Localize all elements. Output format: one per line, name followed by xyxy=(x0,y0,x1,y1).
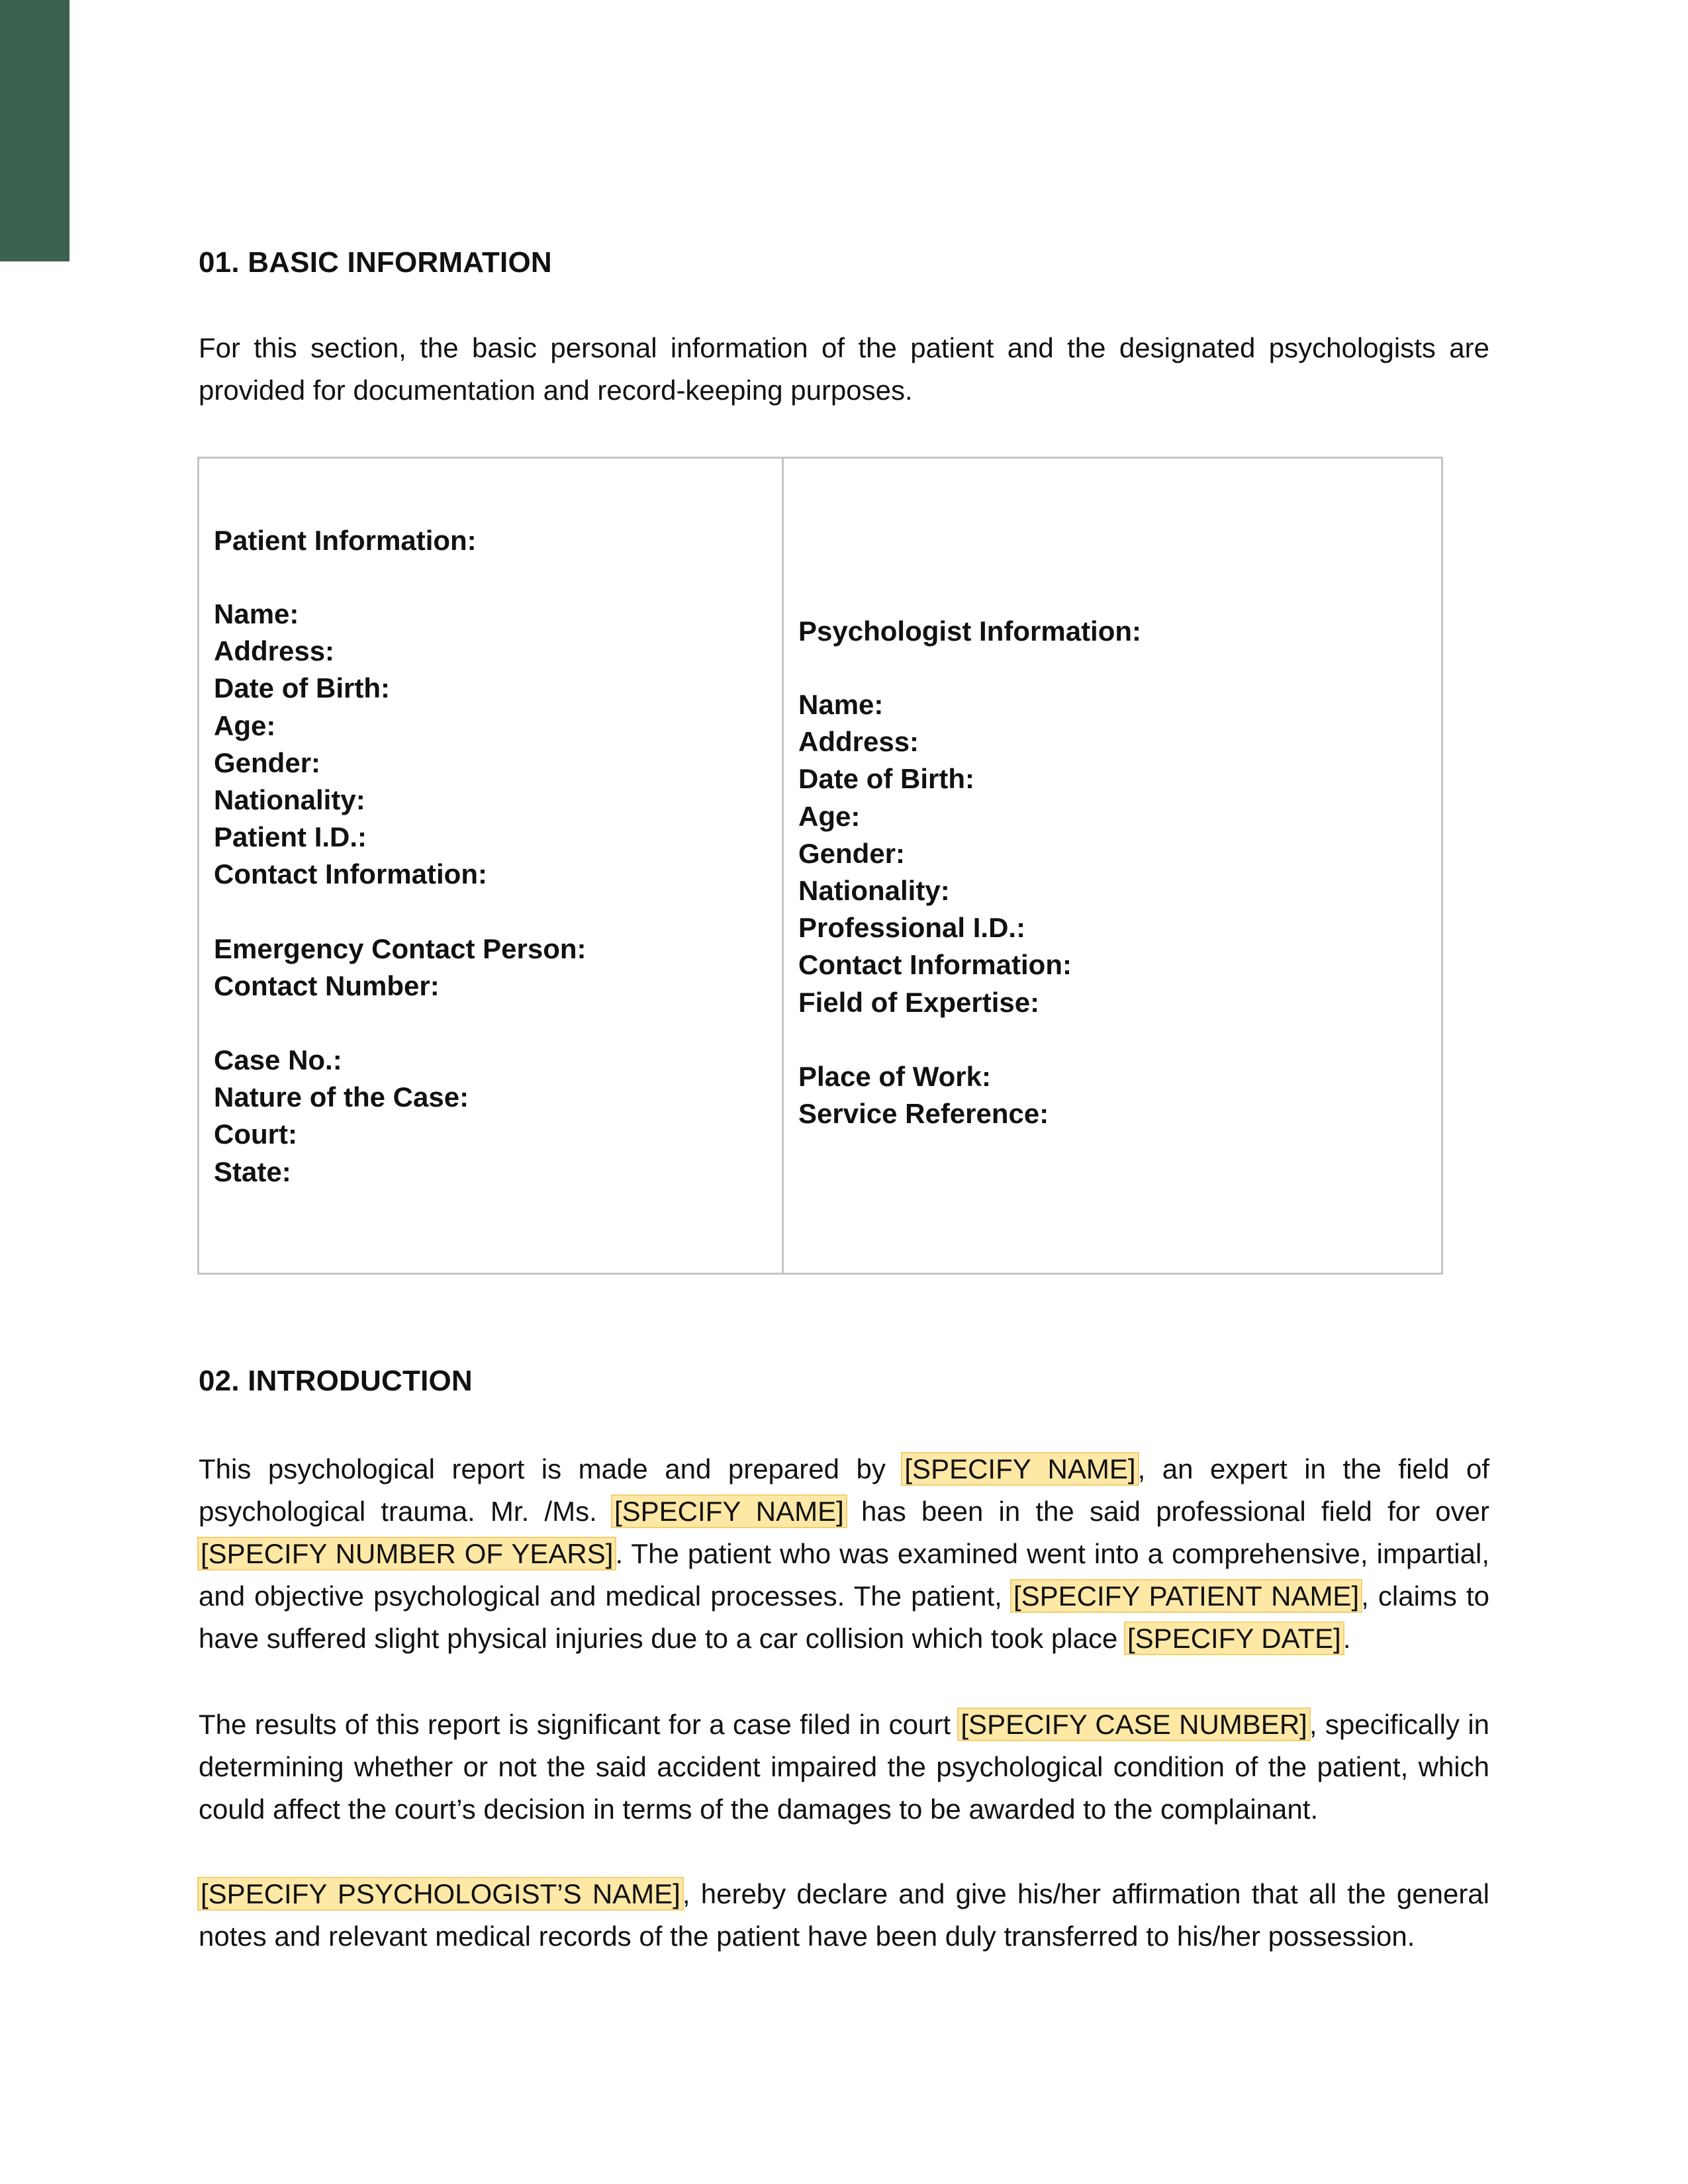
psych-field-contact: Contact Information: xyxy=(798,949,1072,981)
psych-field-gender: Gender: xyxy=(798,837,906,869)
patient-field-name: Name: xyxy=(214,598,299,629)
patient-field-emergency-contact: Emergency Contact Person: xyxy=(214,933,586,964)
section-heading-basic-info: 01. BASIC INFORMATION xyxy=(199,246,552,279)
patient-field-gender: Gender: xyxy=(214,747,321,778)
patient-info-column xyxy=(199,459,784,1273)
placeholder-specify-case-number: [SPECIFY CASE NUMBER] xyxy=(959,1709,1309,1740)
patient-field-court: Court: xyxy=(214,1118,297,1150)
intro-p2-text-2: , specifically in determining whether or not the said accident impaired the psychological condition of the patient, which could affect the court’s decision in terms of the damages to be awarded to the complainant. xyxy=(199,1709,1490,1825)
placeholder-specify-years: [SPECIFY NUMBER OF YEARS] xyxy=(199,1538,615,1569)
intro-paragraph-1 xyxy=(199,1448,1489,1660)
patient-field-nationality: Nationality: xyxy=(214,784,365,816)
psychologist-info-column xyxy=(784,459,1441,1273)
patient-field-address: Address: xyxy=(214,635,335,667)
psych-field-place-of-work: Place of Work: xyxy=(798,1060,991,1092)
psych-field-nationality: Nationality: xyxy=(798,875,950,907)
intro-p3-text-1: , hereby declare and give his/her affirmation that all the general notes and relevant medical records of the patient have been duly transferred to his/her possession. xyxy=(199,1878,1489,1952)
patient-info-title: Patient Information: xyxy=(214,525,477,556)
patient-field-case-nature: Nature of the Case: xyxy=(214,1081,469,1113)
intro-p1-text-6: . xyxy=(1342,1623,1351,1654)
section-heading-introduction: 02. INTRODUCTION xyxy=(199,1365,473,1397)
corner-accent-bar xyxy=(0,0,70,261)
info-table xyxy=(197,457,1443,1275)
intro-p2-text-1: The results of this report is significant for a case filed in court xyxy=(199,1709,959,1740)
psych-field-expertise: Field of Expertise: xyxy=(798,986,1040,1018)
patient-field-age: Age: xyxy=(214,709,276,741)
psych-field-address: Address: xyxy=(798,726,919,758)
patient-field-contact: Contact Information: xyxy=(214,858,487,890)
placeholder-specify-date: [SPECIFY DATE] xyxy=(1125,1623,1343,1654)
patient-field-dob: Date of Birth: xyxy=(214,672,390,704)
patient-field-id: Patient I.D.: xyxy=(214,821,367,853)
intro-p1-text-5: , claims to have suffered slight physical injuries due to a car collision which took place xyxy=(199,1580,1489,1654)
psych-field-dob: Date of Birth: xyxy=(798,763,974,795)
psychologist-info-title: Psychologist Information: xyxy=(798,615,1142,647)
placeholder-specify-patient-name: [SPECIFY PATIENT NAME] xyxy=(1011,1580,1361,1612)
placeholder-specify-psychologist-name: [SPECIFY PSYCHOLOGIST’S NAME] xyxy=(199,1878,682,1909)
psych-field-service-reference: Service Reference: xyxy=(798,1098,1049,1130)
intro-paragraph-3 xyxy=(199,1873,1489,1958)
placeholder-specify-name-2: [SPECIFY NAME] xyxy=(612,1496,846,1527)
intro-p1-text-1: This psychological report is made and prepared by xyxy=(199,1453,903,1484)
patient-field-case-no: Case No.: xyxy=(214,1044,342,1076)
intro-p1-text-3: has been in the said professional field for over xyxy=(845,1496,1489,1527)
psych-field-name: Name: xyxy=(798,689,884,720)
placeholder-specify-name-1: [SPECIFY NAME] xyxy=(902,1453,1137,1484)
psych-field-age: Age: xyxy=(798,800,861,832)
intro-p1-text-2: , an expert in the field of psychological trauma. Mr. /Ms. xyxy=(199,1453,1489,1527)
patient-field-state: State: xyxy=(214,1156,291,1187)
intro-p1-text-4: . The patient who was examined went into a comprehensive, impartial, and objective psychological and medical processes. The patient, xyxy=(199,1538,1489,1612)
psych-field-professional-id: Professional I.D.: xyxy=(798,912,1026,944)
patient-field-contact-number: Contact Number: xyxy=(214,970,440,1001)
intro-paragraph-2 xyxy=(199,1704,1489,1831)
basic-info-intro: For this section, the basic personal information of the patient and the designated psychologists are provided for documentation and record-keeping purposes. xyxy=(199,332,1489,406)
